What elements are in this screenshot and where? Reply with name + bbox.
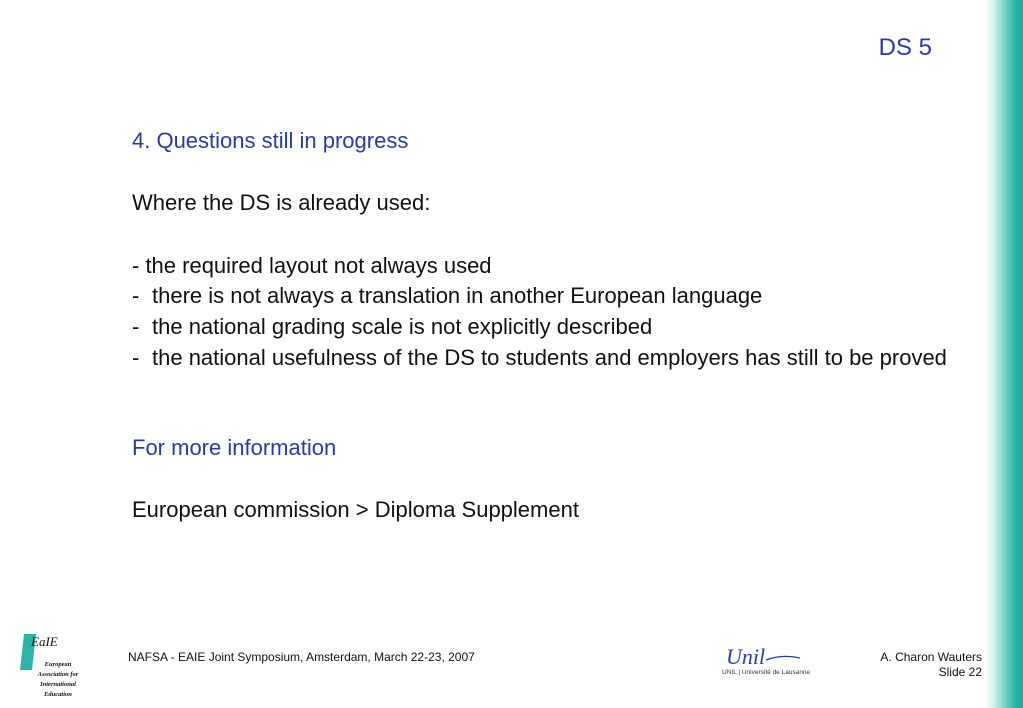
eaie-caption: European Association for International Education [37, 661, 79, 698]
author-name: A. Charon Wauters [880, 650, 982, 664]
info-link[interactable]: European commission > Diploma Supplement [132, 497, 579, 522]
footer-event: NAFSA - EAIE Joint Symposium, Amsterdam, March 22-23, 2007 [128, 650, 475, 664]
intro-text: Where the DS is already used: [132, 190, 431, 215]
slide-title: DS 5 [878, 34, 932, 61]
info-heading: For more information [132, 435, 337, 460]
unil-caption: UNIL | Université de Lausanne [722, 669, 811, 676]
list-item: - there is not always a translation in another European language [132, 283, 763, 308]
svg-text:EaIE: EaIE [31, 634, 58, 649]
section-heading: 4. Questions still in progress [132, 128, 409, 153]
list-item: - the national grading scale is not explicitly described [132, 314, 653, 339]
first-item: - the required layout not always used [132, 253, 492, 278]
svg-text:Unil: Unil [726, 644, 766, 669]
eaie-logo [14, 626, 94, 706]
decorative-side-bar [985, 0, 1023, 708]
slide-number: Slide 22 [938, 665, 982, 679]
footer-author-block [880, 650, 982, 680]
bullet-list [132, 284, 962, 370]
slide-content [132, 127, 962, 524]
list-item: - the national usefulness of the DS to students and employers has still to be proved [132, 345, 947, 370]
